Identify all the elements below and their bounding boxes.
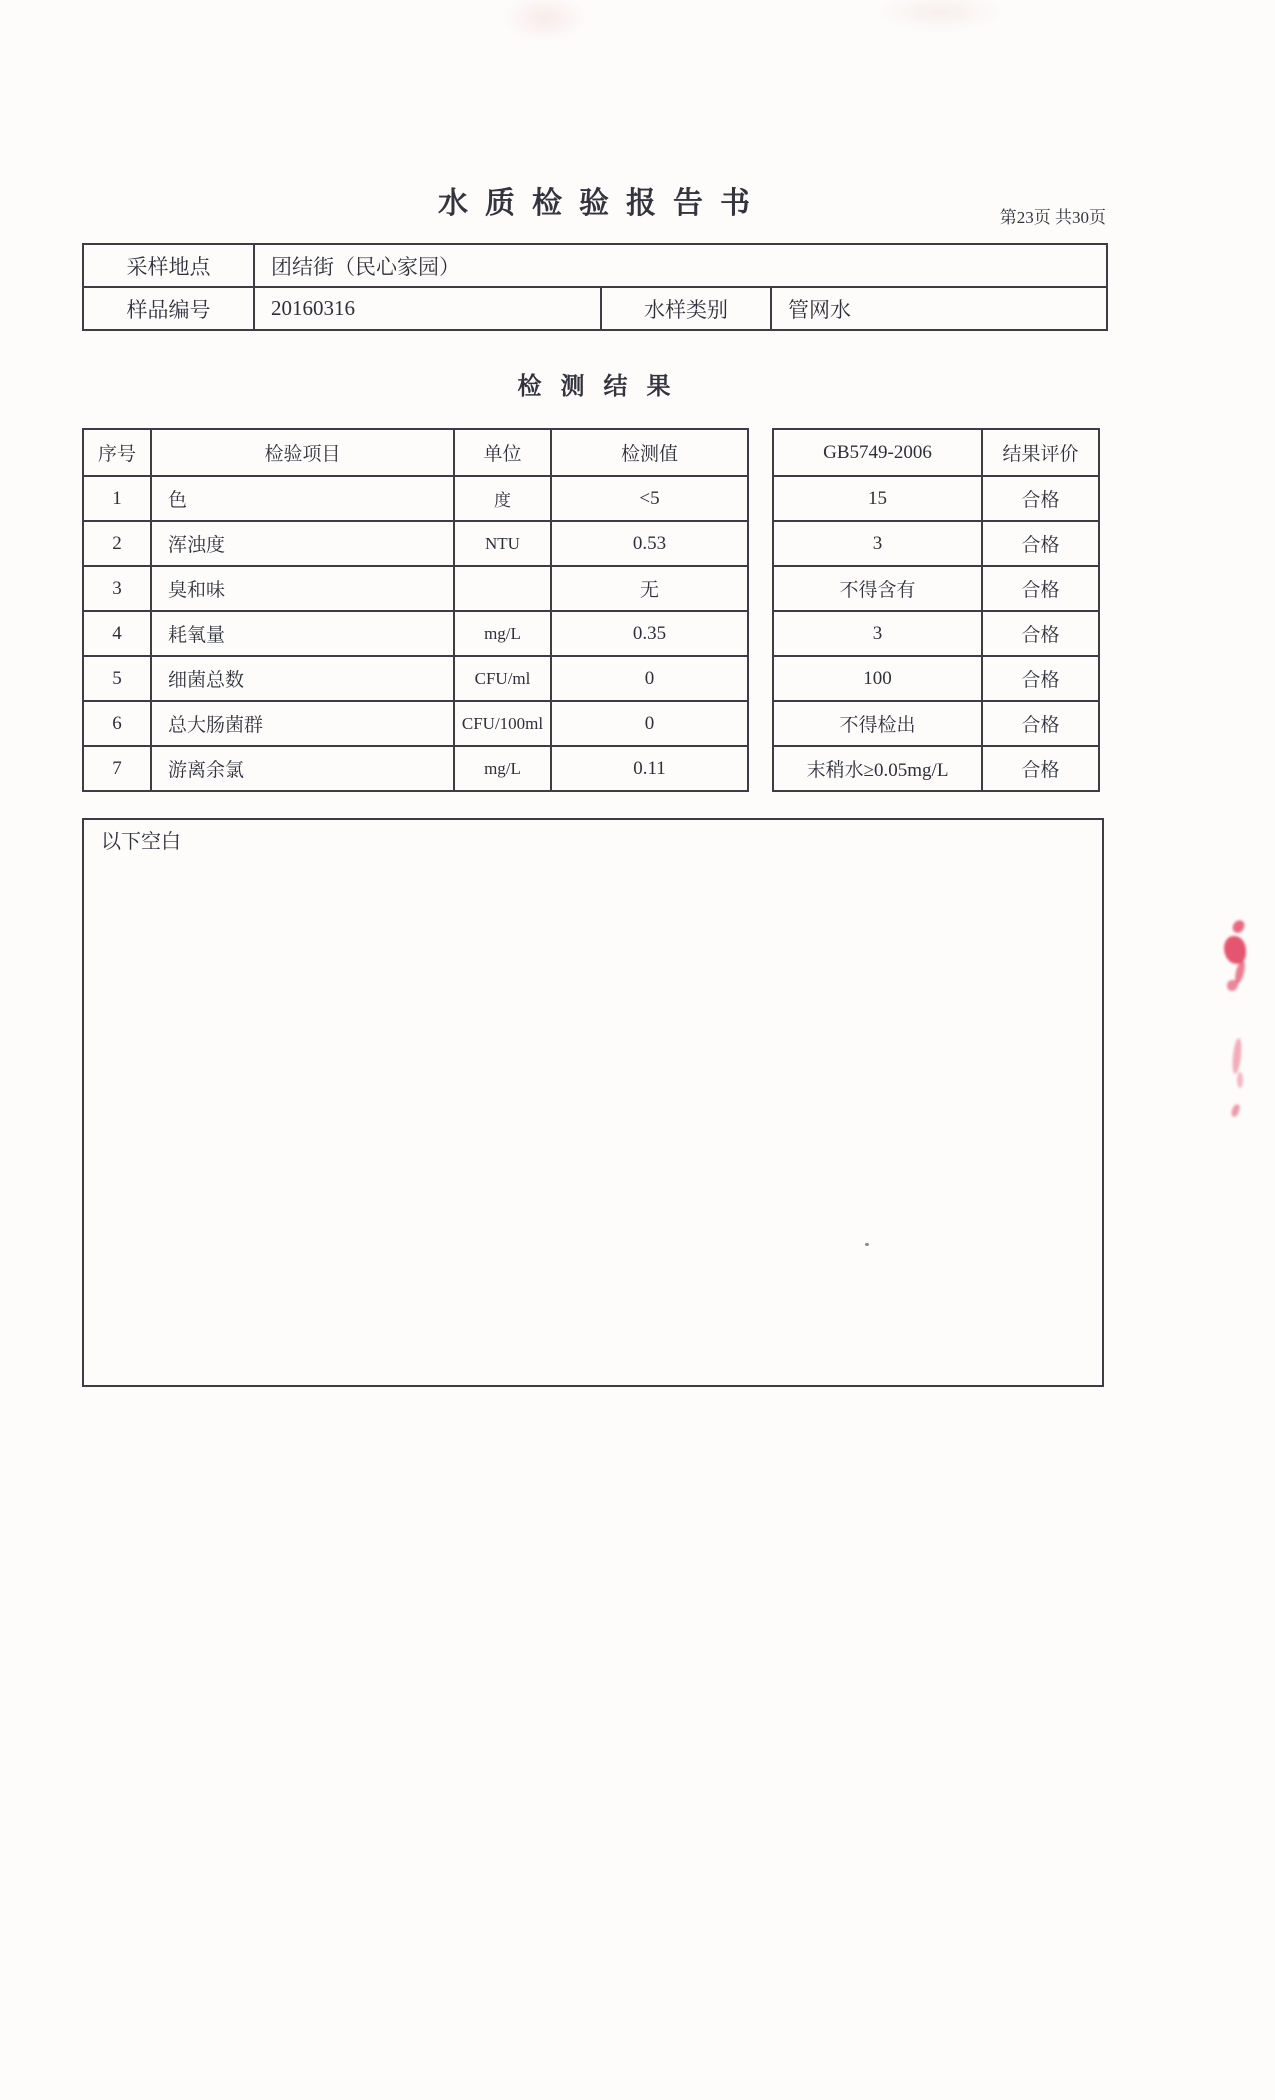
row-unit: CFU/ml: [454, 656, 551, 701]
blank-below-note: 以下空白: [101, 831, 181, 853]
row-index: 4: [83, 611, 151, 656]
row-item: 色: [151, 476, 454, 521]
table-row: [773, 566, 1099, 611]
red-ink-mark: [1231, 919, 1246, 935]
row-index: 1: [83, 476, 151, 521]
results-table-right: [772, 428, 1100, 792]
row-standard: 3: [773, 521, 982, 566]
row-index: 5: [83, 656, 151, 701]
row-standard: 末稍水≥0.05mg/L: [773, 746, 982, 791]
row-standard: 不得检出: [773, 701, 982, 746]
row-evaluation: 合格: [982, 701, 1099, 746]
row-item: 臭和味: [151, 566, 454, 611]
sample-location-row: [83, 244, 1107, 287]
row-value: 0: [551, 701, 748, 746]
row-standard: 15: [773, 476, 982, 521]
row-standard: 3: [773, 611, 982, 656]
row-value: 0.35: [551, 611, 748, 656]
row-value: 0.11: [551, 746, 748, 791]
row-evaluation: 合格: [982, 566, 1099, 611]
row-value: 0.53: [551, 521, 748, 566]
red-ink-mark: [1237, 1072, 1243, 1088]
row-index: 3: [83, 566, 151, 611]
table-row: [83, 746, 748, 791]
blank-remainder-box: [82, 818, 1104, 1387]
row-unit: mg/L: [454, 746, 551, 791]
table-row: [773, 521, 1099, 566]
row-value: 无: [551, 566, 748, 611]
row-evaluation: 合格: [982, 656, 1099, 701]
row-standard: 不得含有: [773, 566, 982, 611]
table-row: [83, 476, 748, 521]
document-title: 水质检验报告书: [438, 187, 767, 220]
section-heading-test-results: 检测结果: [517, 374, 690, 400]
table-row: [773, 746, 1099, 791]
table-row: [83, 656, 748, 701]
row-unit: NTU: [454, 521, 551, 566]
water-type-label: 水样类别: [601, 287, 771, 330]
row-item: 耗氧量: [151, 611, 454, 656]
sample-location-value: 团结街（民心家园）: [254, 244, 1107, 287]
col-header-unit: 单位: [454, 429, 551, 476]
scan-artifact-smudge: [0, 0, 1275, 90]
row-item: 总大肠菌群: [151, 701, 454, 746]
sample-info-table: [82, 243, 1108, 331]
red-ink-mark: [1231, 1038, 1243, 1075]
results-right-header-row: [773, 429, 1099, 476]
results-left-header-row: [83, 429, 748, 476]
row-unit: mg/L: [454, 611, 551, 656]
row-standard: 100: [773, 656, 982, 701]
col-header-index: 序号: [83, 429, 151, 476]
table-row: [83, 611, 748, 656]
table-row: [83, 701, 748, 746]
col-header-evaluation: 结果评价: [982, 429, 1099, 476]
row-evaluation: 合格: [982, 746, 1099, 791]
red-ink-mark: [1230, 1103, 1241, 1118]
results-table-left: [82, 428, 749, 792]
red-ink-mark: [1227, 980, 1238, 991]
sample-location-label: 采样地点: [83, 244, 254, 287]
row-index: 2: [83, 521, 151, 566]
row-value: 0: [551, 656, 748, 701]
table-row: [773, 701, 1099, 746]
row-unit: CFU/100ml: [454, 701, 551, 746]
row-unit: [454, 566, 551, 611]
table-row: [773, 656, 1099, 701]
scan-artifact-speck: [865, 1243, 869, 1246]
page-indicator: 第23页 共30页: [999, 208, 1106, 227]
col-header-standard: GB5749-2006: [773, 429, 982, 476]
table-row: [83, 521, 748, 566]
row-evaluation: 合格: [982, 611, 1099, 656]
row-value: <5: [551, 476, 748, 521]
col-header-value: 检测值: [551, 429, 748, 476]
water-type-value: 管网水: [771, 287, 1107, 330]
row-index: 6: [83, 701, 151, 746]
table-row: [773, 611, 1099, 656]
row-item: 细菌总数: [151, 656, 454, 701]
row-item: 浑浊度: [151, 521, 454, 566]
sample-number-row: [83, 287, 1107, 330]
row-unit: 度: [454, 476, 551, 521]
row-item: 游离余氯: [151, 746, 454, 791]
sample-number-value: 20160316: [254, 287, 601, 330]
table-row: [773, 476, 1099, 521]
col-header-item: 检验项目: [151, 429, 454, 476]
table-row: [83, 566, 748, 611]
row-evaluation: 合格: [982, 521, 1099, 566]
row-evaluation: 合格: [982, 476, 1099, 521]
sample-number-label: 样品编号: [83, 287, 254, 330]
row-index: 7: [83, 746, 151, 791]
